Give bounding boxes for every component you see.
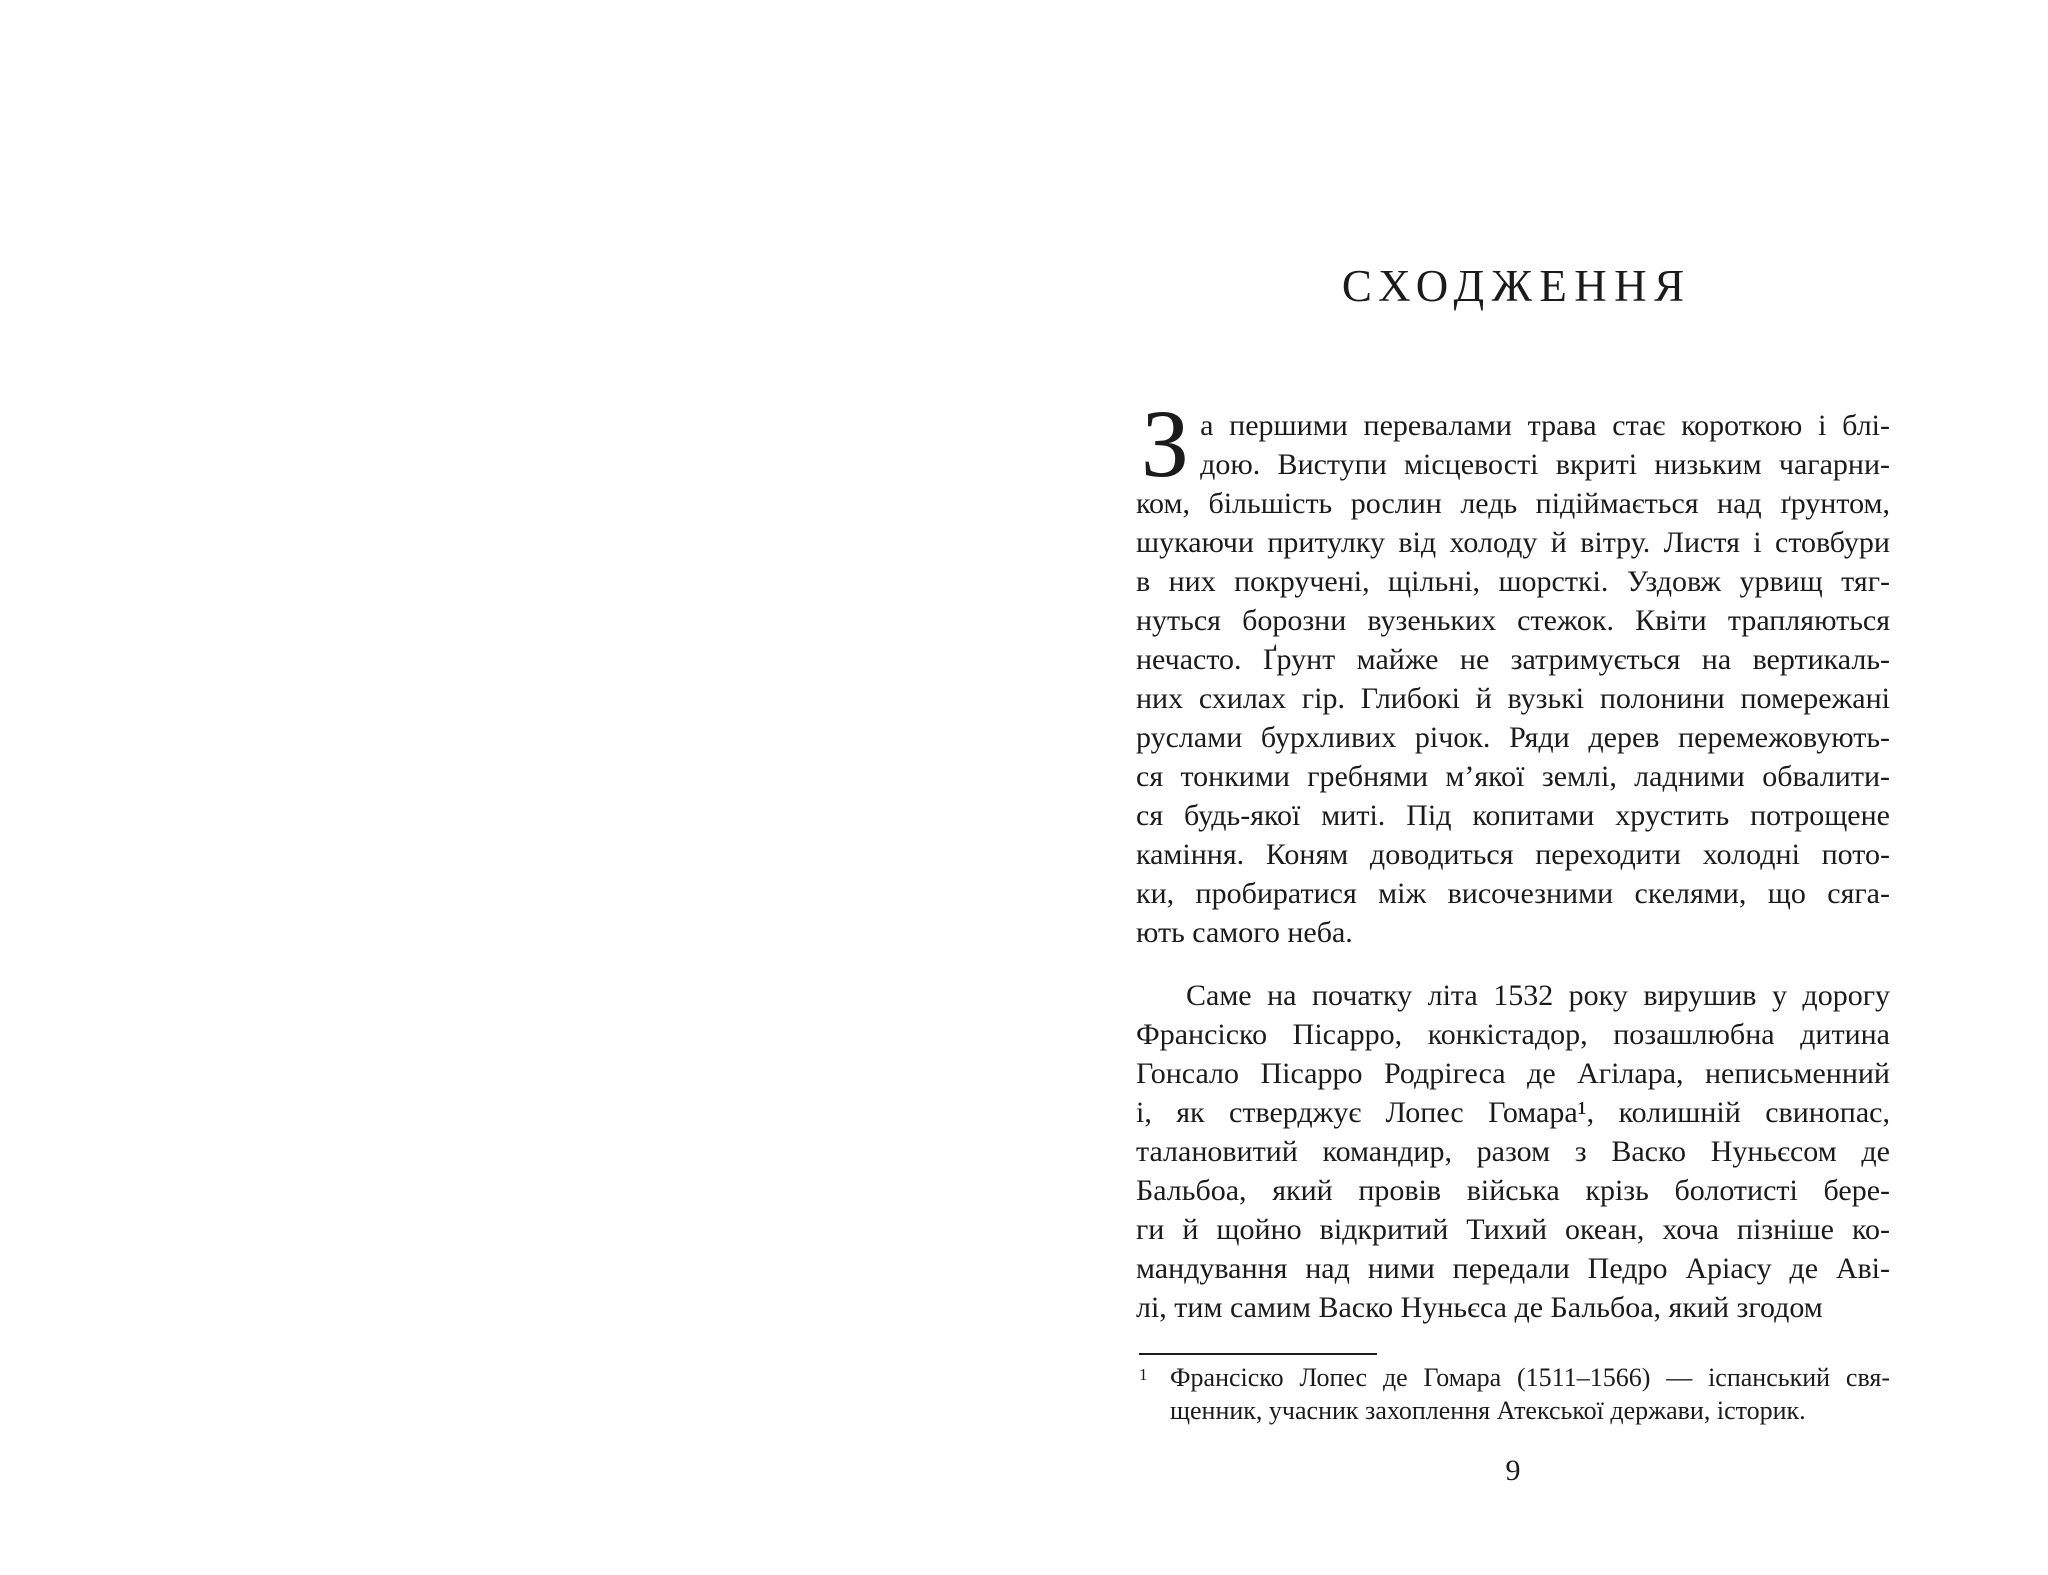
text-line: в них покручені, щільні, шорсткі. Уздовж урвищ тяг-: [1136, 565, 1890, 598]
text-line: і, як стверджує Лопес Гомара¹, колишній свинопас,: [1136, 1096, 1890, 1129]
footnote-rule: [1139, 1353, 1377, 1355]
footnote-text: [1170, 1361, 1890, 1427]
paragraph: [1136, 390, 1890, 952]
text-line: нечасто. Ґрунт майже не затримується на вертикаль-: [1136, 643, 1890, 676]
text-line: ють самого неба.: [1136, 916, 1353, 949]
text-line: ся будь-якої миті. Під копитами хрустить потрощене: [1136, 799, 1890, 832]
text-line: лі, тим самим Васко Нуньєса де Бальбоа, який згодом: [1136, 1291, 1823, 1324]
text-line: ги й щойно відкритий Тихий океан, хоча пізніше ко-: [1136, 1213, 1890, 1246]
text-line: Франсіско Пісарро, конкістадор, позашлюбна дитина: [1136, 1018, 1890, 1051]
text-line: ки, пробиратися між височезними скелями, що сяга-: [1136, 877, 1890, 910]
footnote-marker: 1: [1139, 1365, 1148, 1384]
footnote-line: Франсіско Лопес де Гомара (1511–1566) — іспанський свя-: [1170, 1363, 1890, 1392]
text-line: дою. Виступи місцевості вкриті низьким чагарни-: [1200, 448, 1890, 481]
footnote: [1136, 1361, 1890, 1427]
page-number: 9: [1505, 1454, 1521, 1487]
text-line: а першими перевалами трава стає короткою і блі-: [1200, 409, 1890, 442]
text-line: них схилах гір. Глибокі й вузькі полонини помережані: [1136, 682, 1890, 715]
text-line: ся тонкими гребнями м’якої землі, ладними обвалити-: [1136, 760, 1890, 793]
chapter-title: СХОДЖЕННЯ: [1341, 261, 1692, 312]
text-line: руслами бурхливих річок. Ряди дерев перемежовують-: [1136, 721, 1890, 754]
drop-cap: З: [1141, 390, 1190, 497]
text-line: талановитий командир, разом з Васко Нуньєсом де: [1136, 1135, 1890, 1168]
footnote-line: щенник, учасник захоплення Атекської держави, історик.: [1170, 1396, 1806, 1425]
text-line: нуться борозни вузеньких стежок. Квіти трапляються: [1136, 604, 1890, 637]
text-line: шукаючи притулку від холоду й вітру. Листя і стовбури: [1136, 526, 1890, 559]
text-line: Саме на початку літа 1532 року вирушив у дорогу: [1186, 979, 1890, 1012]
text-line: мандування над ними передали Педро Аріасу де Аві-: [1136, 1252, 1890, 1285]
paragraph: [1136, 976, 1890, 1327]
body-text: [1136, 390, 1890, 1327]
text-line: Гонсало Пісарро Родрігеса де Агілара, неписьменний: [1136, 1057, 1890, 1090]
text-line: ком, більшість рослин ледь підіймається над ґрунтом,: [1136, 487, 1890, 520]
text-line: каміння. Коням доводиться переходити холодні пото-: [1136, 838, 1890, 871]
text-line: Бальбоа, який провів війська крізь болотисті бере-: [1136, 1174, 1890, 1207]
